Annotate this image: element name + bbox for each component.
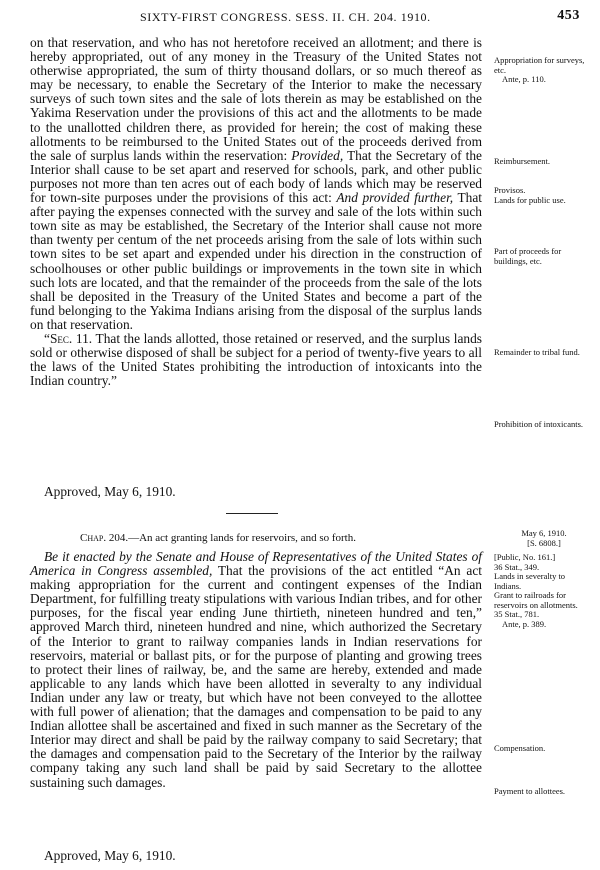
approved-line-1: Approved, May 6, 1910. — [44, 484, 176, 499]
margin-provisos: Provisos. Lands for public use. — [494, 185, 566, 205]
margin-public-law: [Public, No. 161.] 36 Stat., 349. Lands in severalty to Indians. Grant to railroads for reservoirs on allotments. 35 Stat., 781. Ante, p. 389. — [494, 552, 578, 629]
running-title: SIXTY-FIRST CONGRESS. SESS. II. CH. 204. 1910. — [140, 10, 431, 24]
margin-payment: Payment to allottees. — [494, 786, 566, 796]
paragraph-appropriation: on that reservation, and who has not heretofore received an allotment; and there is hereby appropriated, out of any money in the Treasury of the United States not otherwise appropriated, the sum of thirty thousand dollars, or so much thereof as may be necessary, to enable the Secretary of the Interior to make the necessary surveys of such town sites and the sale of lots therein as may be established on the Yakima Reservation under the provisions of this act and the allotments to be made to the unallotted children there, as provided for herein; the cost of making these allotments to be reimbursed to the United States out of the proceeds derived from the sale of surplus lands within the reservation: Provided, That the Secretary of the Interior shall cause to be set apart and reserved for schools, park, and other public purposes not more than ten acres out of each body of lands which may be reserved for town-site purposes under the provisions of this act: And provided further, That after paying the expenses connected with the survey and sale of the lots within such town site as may be established, the Secretary of the Interior shall cause not more than twenty per centum of the net proceeds arising from the sale of lots within such town sites to be set apart and expended under his direction in the construction of schoolhouses or other public buildings or improvements in the town site in which such lots are located, and that the remainder of the proceeds from the sale of the lots shall be deposited in the Treasury of the United States and become a part of the fund belonging to the Yakima Indians arising from the disposal of the surplus lands on that reservation. — [30, 35, 482, 332]
page-number: 453 — [557, 8, 580, 23]
chapter-title: —An act granting lands for reservoirs, and so forth. — [128, 532, 356, 544]
section-11-label: “Sec. 11. — [44, 330, 93, 346]
margin-compensation: Compensation. — [494, 743, 546, 753]
running-header — [0, 8, 600, 30]
section-2-text — [30, 550, 482, 790]
provided-italic: Provided, — [291, 147, 344, 163]
and-provided-further-italic: And provided further, — [336, 190, 454, 206]
approved-line-2: Approved, May 6, 1910. — [44, 848, 176, 863]
chapter-heading — [80, 532, 356, 544]
margin-reimbursement: Reimbursement. — [494, 156, 550, 166]
section-divider — [226, 513, 278, 514]
margin-remainder: Remainder to tribal fund. — [494, 347, 580, 357]
chapter-label: Chap. 204. — [80, 532, 129, 544]
paragraph-section-11: “Sec. 11. That the lands allotted, those retained or reserved, and the surplus lands sold or otherwise disposed of shall be subject for a period of twenty-five years to all the laws of the United States prohibiting the introduction of intoxicants into the Indian country.” — [30, 330, 483, 389]
margin-prohibition: Prohibition of intoxicants. — [494, 419, 584, 429]
margin-part-proceeds: Part of proceeds for buildings, etc. — [494, 246, 562, 266]
margin-appropriation: Appropriation for surveys, etc. Ante, p. 110. — [494, 55, 585, 84]
enacting-clause: Be it enacted by the Senate and House of Representatives of the United States of America in Congress assembled, — [30, 549, 482, 579]
section-1-text — [30, 36, 482, 388]
paragraph-enacting: Be it enacted by the Senate and House of Representatives of the United States of America in Congress assembled, That the provisions of the act entitled “An act making appropriation for the current and contingent expenses of the Indian Department, for fulfilling treaty stipulations with various Indian tribes, and for other purposes, for the fiscal year ending June thirtieth, nineteen hundred and ten,” approved March third, nineteen hundred and nine, which authorized the Secretary of the Interior to grant to railway companies lands in Indian reservations for reservoirs, material or ballast pits, or for the purpose of planting and growing trees to protect their lines of railway, be, and the same are hereby, extended and made applicable to any lands which have been allotted in severalty to any individual Indian under any law or treaty, but which have not been conveyed to the allottee with full power of alienation; that the damages and compensation to be paid to any Indian allottee shall be ascertained and fixed in such manner as the Secretary of the Interior may direct and shall be paid by the railway company to said Secretary; that the damages and compensation paid to the Secretary of the Interior by the railway company taking any such land shall be paid by said Secretary to the allottee sustaining such damages. — [30, 549, 482, 790]
margin-date-block: May 6, 1910. [S. 6808.] — [521, 528, 567, 548]
